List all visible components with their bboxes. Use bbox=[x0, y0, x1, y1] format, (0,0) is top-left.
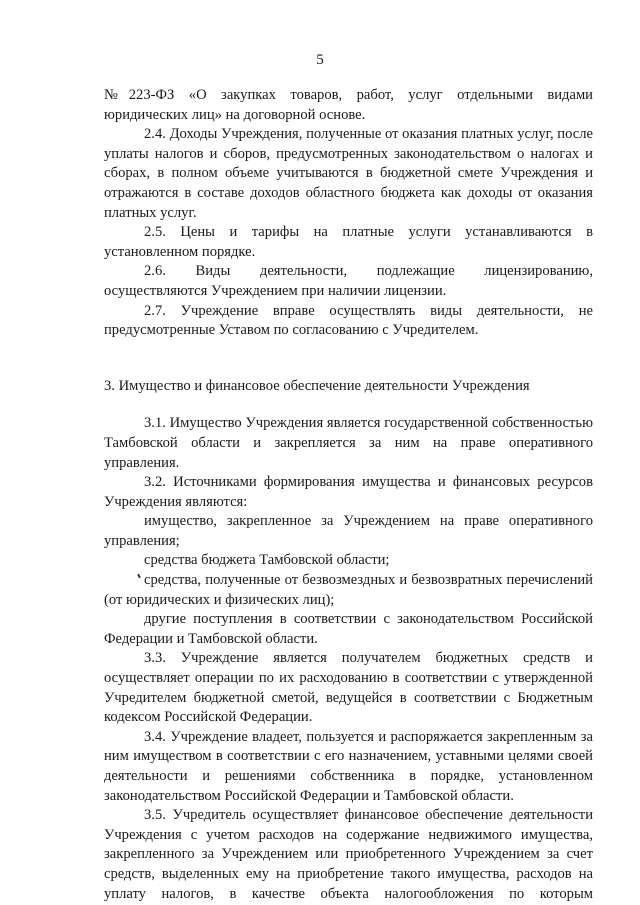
list-item-donations: средства, полученные от безвозмездных и безвозвратных перечислений (от юридических и физических лиц); bbox=[104, 572, 593, 608]
list-item-property: имущество, закрепленное за Учреждением на праве оперативного управления; bbox=[104, 513, 593, 549]
paragraph-2-7: 2.7. Учреждение вправе осуществлять виды деятельности, не предусмотренные Уставом по согласованию с Учредителем. bbox=[104, 302, 593, 339]
section-3-heading: 3. Имущество и финансовое обеспечение деятельности Учреждения bbox=[104, 377, 530, 394]
list-item-budget: средства бюджета Тамбовской области; bbox=[144, 552, 390, 569]
paragraph-2-4: 2.4. Доходы Учреждения, полученные от оказания платных услуг, после уплаты налогов и сборов, предусмотренных законодательством о налогах и сборах, в полном объеме учитываются в бюджетной смете Учреждения и отражаются в составе доходов областного бюджета как доходы от оказания платных услуг. bbox=[104, 126, 593, 221]
paragraph-2-6: 2.6. Виды деятельности, подлежащие лицензированию, осуществляются Учреждением при наличии лицензии. bbox=[104, 263, 593, 299]
paragraph-2-5: 2.5. Цены и тарифы на платные услуги устанавливаются в установленном порядке. bbox=[104, 224, 593, 260]
document-body bbox=[104, 86, 593, 904]
page-number: 5 bbox=[316, 52, 324, 68]
paragraph-3-4: 3.4. Учреждение владеет, пользуется и распоряжается закрепленным за ним имуществом в соответствии с его назначением, уставными целями своей деятельности и решениями собственника в порядке, установленном законодательством Российской Федерации и Тамбовской области. bbox=[104, 728, 593, 804]
paragraph-3-5: 3.5. Учредитель осуществляет финансовое обеспечение деятельности Учреждения с учетом расходов на содержание недвижимого имущества, закрепленного за Учреждением или приобретенного Учреждением за счет средств, выделенных ему на приобретение такого имущества, расходов на уплату налогов, в качестве объекта налогообложения по которым bbox=[104, 807, 593, 902]
paragraph-3-3: 3.3. Учреждение является получателем бюджетных средств и осуществляет операции по их расходованию в соответствии с утвержденной Учредителем бюджетной сметой, ведущейся в соответствии с Бюджетным кодексом Российской Федерации. bbox=[104, 650, 593, 726]
paragraph-223fz: №223-ФЗ «О закупках товаров, работ, услуг отдельными видами юридических лиц» на договорной основе. bbox=[104, 87, 593, 123]
paragraph-3-2: 3.2. Источниками формирования имущества и финансовых ресурсов Учреждения являются: bbox=[104, 474, 593, 510]
paragraph-3-1: 3.1. Имущество Учреждения является государственной собственностью Тамбовской области и закрепляется за ним на праве оперативного управления. bbox=[104, 415, 593, 471]
list-item-other: другие поступления в соответствии с законодательством Российской Федерации и Тамбовской области. bbox=[104, 611, 593, 647]
